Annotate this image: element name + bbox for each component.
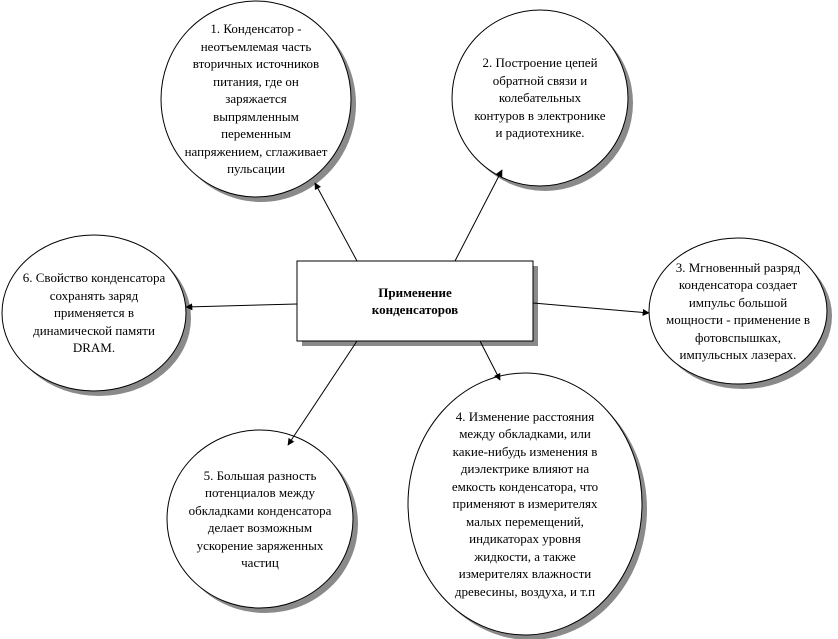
arrow-to-node-5	[288, 341, 357, 445]
node-5-label: 5. Большая разность потенциалов между обкладками конденсатора делает возможным ускорение заряженных частиц	[188, 467, 332, 570]
node-6	[4, 238, 184, 388]
arrow-to-node-6	[186, 304, 297, 307]
arrow-to-node-2	[455, 170, 502, 261]
node-3-label: 3. Мгновенный разряд конденсатора создает импульс большой мощности - применение в фотовспышках, импульсных лазерах.	[666, 259, 810, 362]
node-1-label: 1. Конденсатор - неотъемлемая часть вторичных источников питания, где он заряжается выпрямленным переменным напряжением, сглаживает пульсации	[184, 21, 328, 177]
arrow-to-node-3	[533, 303, 649, 313]
node-6-label: 6. Свойство конденсатора сохранять заряд применяется в динамической памяти DRAM.	[22, 270, 166, 356]
node-4-label: 4. Изменение расстояния между обкладками, или какие-нибудь изменения в диэлектрике влияют на емкость конденсатора, что применяют в измерителях малых перемещений, индикаторах уровня жидкости, а также измерителях влажности древесины, воздуха, и т.п	[451, 408, 599, 599]
node-2-label: 2. Построение цепей обратной связи и колебательных контуров в электронике и радиотехнике.	[474, 55, 606, 141]
node-5	[172, 436, 348, 602]
center-node	[297, 261, 533, 341]
node-1	[166, 6, 346, 192]
arrow-to-node-1	[315, 183, 357, 261]
node-4	[412, 378, 638, 630]
arrow-to-node-4	[480, 341, 500, 380]
node-3	[650, 243, 826, 379]
node-2	[457, 14, 623, 182]
center-label: Применение конденсаторов	[371, 285, 459, 317]
